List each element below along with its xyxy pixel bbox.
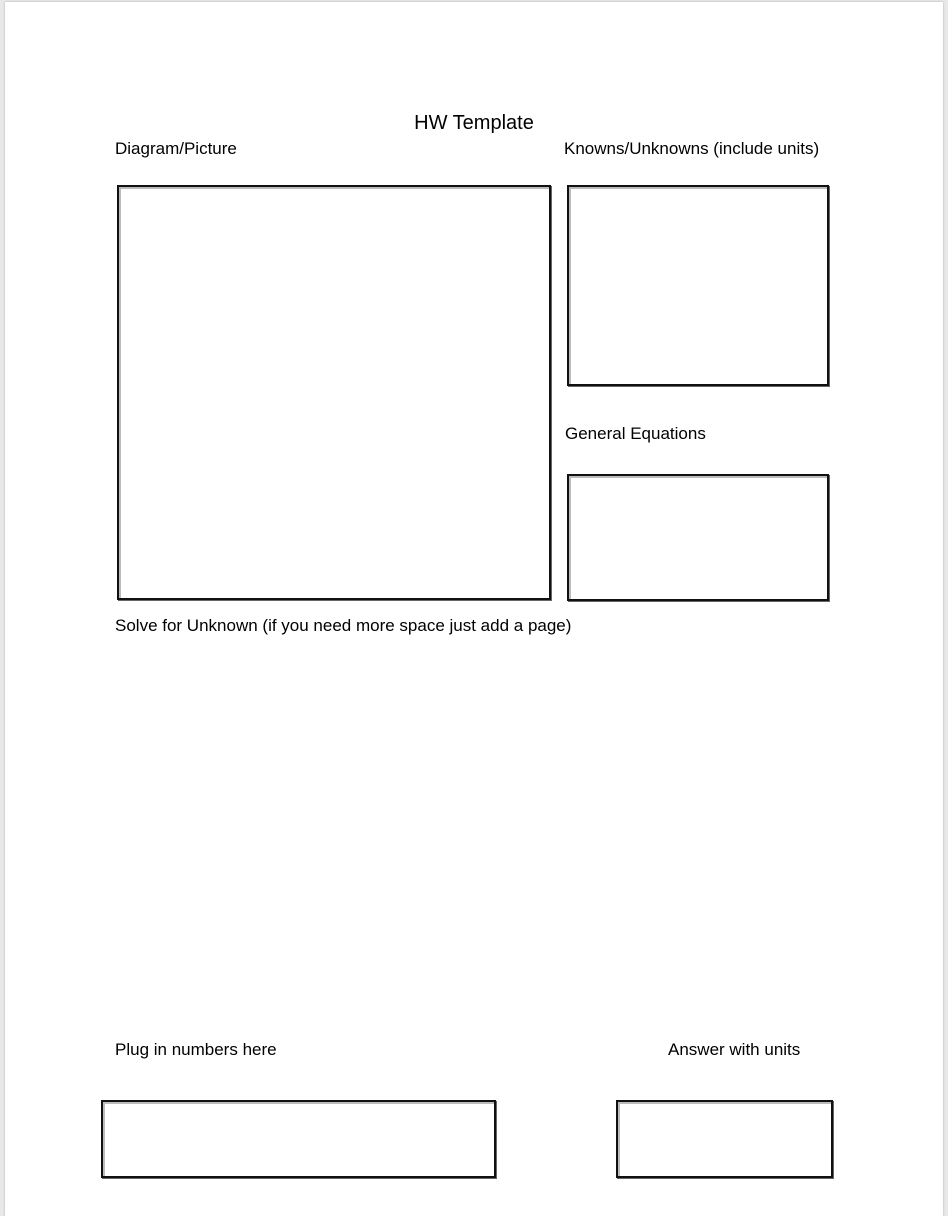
answer-with-units-label: Answer with units	[668, 1040, 801, 1059]
solve-for-unknown-label: Solve for Unknown (if you need more space just add a page)	[115, 616, 572, 635]
knowns-unknowns-label: Knowns/Unknowns (include units)	[564, 139, 820, 158]
diagram-box[interactable]	[117, 185, 551, 600]
general-equations-box[interactable]	[567, 474, 829, 601]
answer-with-units-box[interactable]	[616, 1100, 833, 1178]
plug-in-numbers-box[interactable]	[101, 1100, 496, 1178]
diagram-label: Diagram/Picture	[115, 139, 237, 158]
knowns-unknowns-box[interactable]	[567, 185, 829, 386]
plug-in-numbers-label: Plug in numbers here	[115, 1040, 277, 1059]
general-equations-label: General Equations	[565, 424, 706, 443]
page-title: HW Template	[414, 112, 534, 134]
